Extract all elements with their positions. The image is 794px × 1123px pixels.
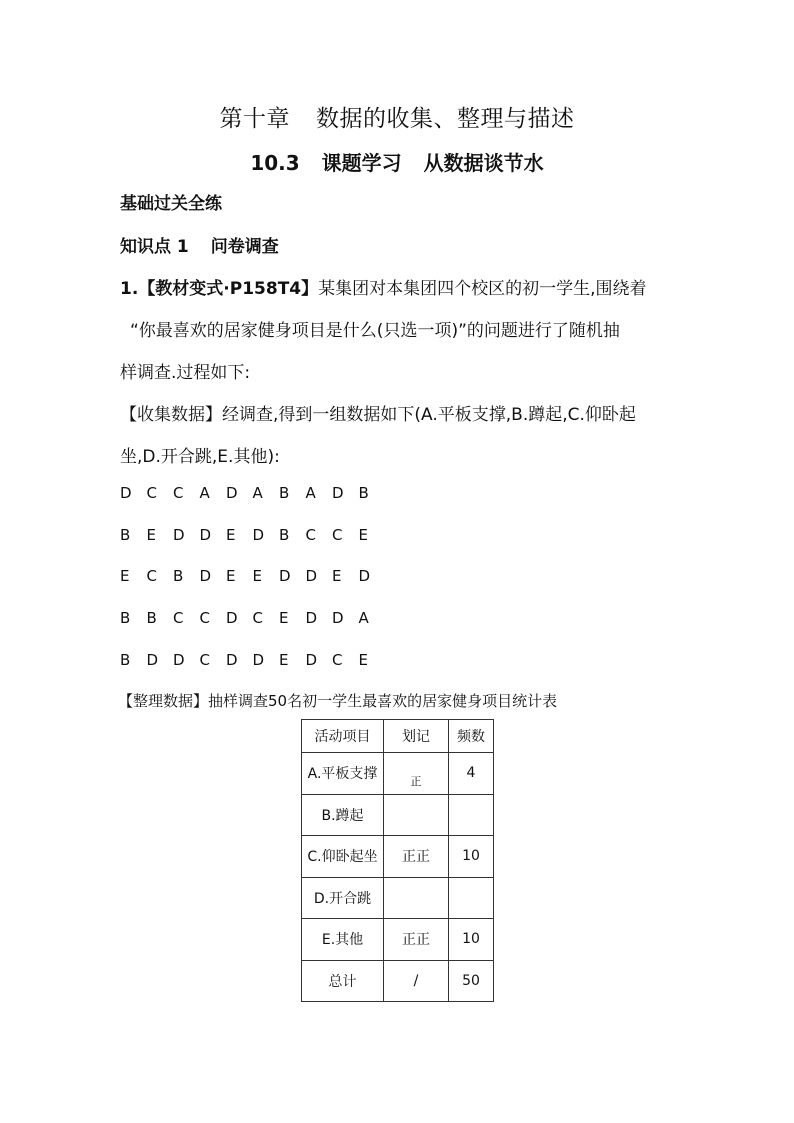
data-cell: A (358, 609, 369, 627)
knowledge-point-heading (120, 232, 279, 257)
item-cell: A.平板支撑 (302, 753, 384, 795)
knowledge-point-label: 知识点 1 (120, 237, 189, 257)
data-cell: D (173, 526, 185, 544)
data-cell: B (120, 526, 131, 544)
data-cell: C (305, 526, 316, 544)
header-cell-item: 活动项目 (302, 720, 384, 753)
data-cell: D (173, 651, 185, 669)
data-cell: C (146, 567, 157, 585)
table-row (302, 753, 494, 795)
tally-cell (384, 794, 449, 836)
table-caption-text: 抽样调查50名初一学生最喜欢的居家健身项目统计表 (208, 692, 558, 710)
data-row-2 (120, 526, 385, 544)
data-cell: D (332, 484, 344, 502)
data-cell: E (279, 651, 289, 669)
organize-tag: 【整理数据】 (118, 692, 209, 710)
data-cell: B (279, 484, 290, 502)
data-cell: C (199, 651, 210, 669)
data-cell: E (226, 567, 236, 585)
frequency-cell (449, 794, 494, 836)
collect-line-1 (120, 400, 636, 425)
data-cell: C (173, 484, 184, 502)
problem-number-tag: 1.【教材变式·P158T4】 (120, 279, 319, 299)
data-cell: B (120, 609, 131, 627)
data-row-5 (120, 651, 385, 669)
header-cell-tally: 划记 (384, 720, 449, 753)
data-cell: C (332, 526, 343, 544)
item-cell: D.开合跳 (302, 877, 384, 919)
data-cell: E (358, 651, 368, 669)
data-row-1 (120, 484, 385, 502)
table-header-row (302, 720, 494, 753)
frequency-cell: 4 (449, 753, 494, 795)
frequency-cell: 10 (449, 836, 494, 878)
data-cell: D (305, 567, 318, 585)
data-cell: C (173, 609, 184, 627)
data-cell: E (120, 567, 130, 585)
data-cell: A (305, 484, 316, 502)
data-cell: C (199, 609, 210, 627)
data-cell: E (146, 526, 156, 544)
frequency-cell: 50 (449, 960, 494, 1002)
table-row (302, 960, 494, 1002)
tally-cell (384, 877, 449, 919)
data-cell: D (226, 484, 238, 502)
tally-cell: / (384, 960, 449, 1002)
tally-cell (384, 753, 449, 795)
data-cell: B (279, 526, 290, 544)
item-cell: E.其他 (302, 919, 384, 961)
data-cell: C (252, 609, 263, 627)
data-cell: D (332, 609, 344, 627)
tally-mark: 正 (410, 775, 422, 789)
knowledge-point-topic: 问卷调查 (210, 237, 279, 257)
data-cell: E (279, 609, 289, 627)
item-cell: B.蹲起 (302, 794, 384, 836)
section-number: 10.3 (250, 151, 300, 175)
collect-line-1-text: 经调查,得到一组数据如下(A.平板支撑,B.蹲起,C.仰卧起 (222, 405, 636, 425)
data-cell: D (146, 651, 159, 669)
data-cell: C (332, 651, 343, 669)
chapter-title (0, 100, 794, 133)
data-cell: D (279, 567, 291, 585)
frequency-cell (449, 877, 494, 919)
data-cell: D (305, 609, 318, 627)
item-cell: C.仰卧起坐 (302, 836, 384, 878)
basic-practice-heading: 基础过关全练 (120, 194, 222, 214)
problem-line-2: “你最喜欢的居家健身项目是什么(只选一项)”的问题进行了随机抽 (130, 321, 620, 341)
header-cell-frequency: 频数 (449, 720, 494, 753)
data-cell: B (173, 567, 184, 585)
table-row (302, 794, 494, 836)
data-cell: D (120, 484, 132, 502)
data-cell: D (252, 526, 265, 544)
data-cell: E (252, 567, 262, 585)
item-cell: 总计 (302, 960, 384, 1002)
data-cell: D (226, 651, 238, 669)
data-cell: A (199, 484, 210, 502)
data-cell: D (358, 567, 371, 585)
data-cell: E (226, 526, 236, 544)
section-name-2: 从数据谈节水 (423, 151, 544, 175)
data-cell: D (305, 651, 318, 669)
collect-tag: 【收集数据】 (120, 405, 222, 425)
data-cell: D (252, 651, 265, 669)
data-row-3 (120, 567, 385, 585)
problem-line-1-text: 某集团对本集团四个校区的初一学生,围绕着 (318, 279, 647, 299)
data-cell: B (120, 651, 131, 669)
section-name-1: 课题学习 (321, 151, 402, 175)
section-title (0, 147, 794, 176)
table-caption (118, 690, 557, 711)
data-row-4 (120, 609, 385, 627)
data-cell: E (332, 567, 342, 585)
statistics-table (301, 719, 494, 1002)
data-cell: A (252, 484, 263, 502)
data-cell: D (226, 609, 238, 627)
collect-line-2: 坐,D.开合跳,E.其他): (120, 447, 280, 467)
data-cell: C (146, 484, 157, 502)
data-cell: D (199, 567, 212, 585)
tally-cell: 正正 (384, 836, 449, 878)
problem-line-3: 样调查.过程如下: (120, 363, 251, 383)
table-row (302, 919, 494, 961)
data-cell: E (358, 526, 368, 544)
data-cell: D (199, 526, 212, 544)
chapter-number: 第十章 (219, 106, 290, 132)
problem-line-1 (120, 274, 647, 299)
data-cell: B (358, 484, 369, 502)
tally-cell: 正正 (384, 919, 449, 961)
table-row (302, 836, 494, 878)
frequency-cell: 10 (449, 919, 494, 961)
data-cell: B (146, 609, 157, 627)
chapter-name: 数据的收集、整理与描述 (316, 106, 575, 132)
table-row (302, 877, 494, 919)
